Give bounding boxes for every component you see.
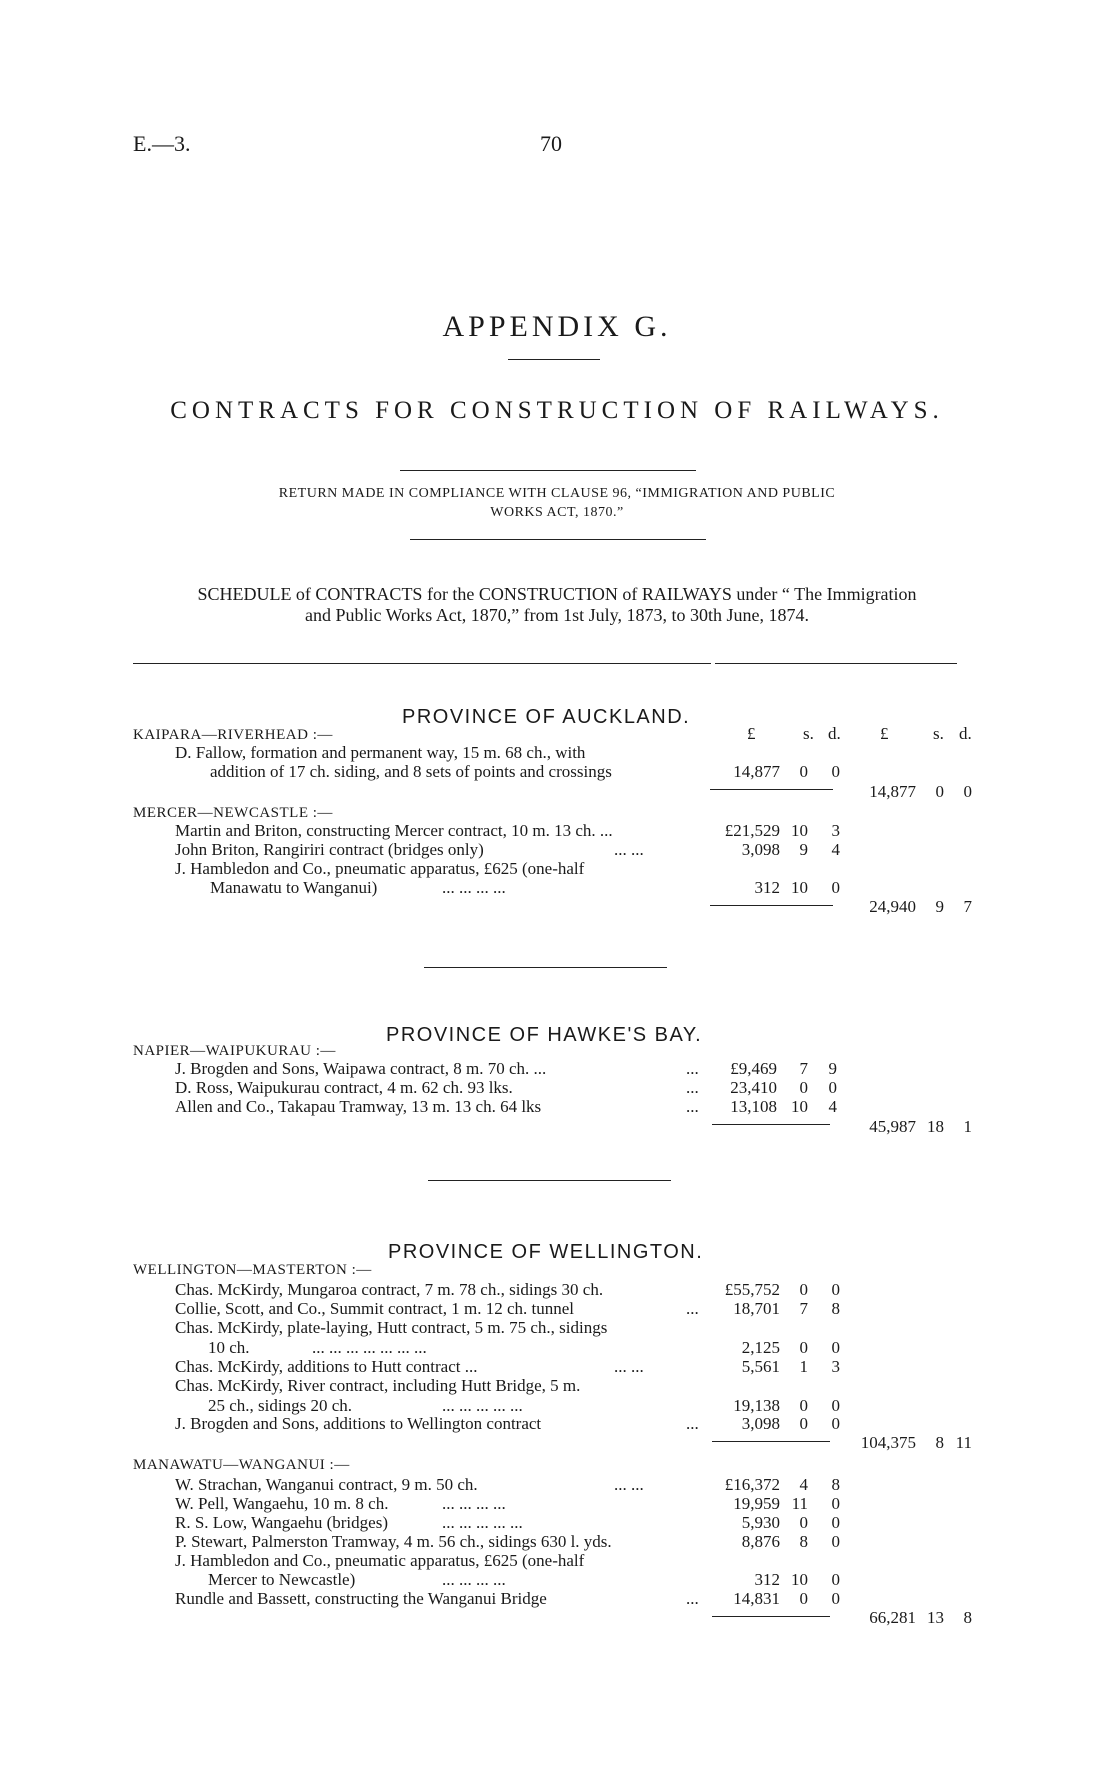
contract-entry: R. S. Low, Wangaehu (bridges) xyxy=(175,1513,388,1532)
contract-entry: J. Hambledon and Co., pneumatic apparatus, £625 (one-half xyxy=(175,859,585,878)
contract-entry: P. Stewart, Palmerston Tramway, 4 m. 56 ch., sidings 630 l. yds. xyxy=(175,1532,612,1551)
table-top-rule xyxy=(715,663,957,664)
divider xyxy=(428,1180,671,1181)
contract-entry: W. Pell, Wangaehu, 10 m. 8 ch. xyxy=(175,1494,389,1513)
total-shillings: 9 xyxy=(935,897,944,916)
amount-pounds: £55,752 xyxy=(724,1280,780,1299)
leader-dots: ... ... ... ... xyxy=(442,1570,506,1589)
contract-entry: 10 ch. xyxy=(208,1338,250,1357)
currency-header-pound: £ xyxy=(880,724,889,743)
contract-entry: W. Strachan, Wanganui contract, 9 m. 50 ch. xyxy=(175,1475,478,1494)
section-heading: NAPIER—WAIPUKURAU :— xyxy=(133,1043,336,1059)
total-shillings: 18 xyxy=(927,1117,944,1136)
subtotal-rule xyxy=(712,1124,830,1125)
amount-shillings: 0 xyxy=(799,762,808,781)
amount-shillings: 0 xyxy=(799,1280,808,1299)
divider xyxy=(410,539,706,540)
amount-pence: 0 xyxy=(831,878,840,897)
amount-pounds: 13,108 xyxy=(730,1097,777,1116)
leader-dots: ... ... ... ... xyxy=(442,1494,506,1513)
amount-shillings: 10 xyxy=(791,821,808,840)
contract-entry: J. Brogden and Sons, additions to Wellington contract xyxy=(175,1414,542,1433)
amount-pence: 0 xyxy=(831,1414,840,1433)
amount-pence: 8 xyxy=(831,1475,840,1494)
amount-pounds: 23,410 xyxy=(730,1078,777,1097)
subtotal-rule xyxy=(710,905,833,906)
total-pence: 7 xyxy=(963,897,972,916)
contract-entry: J. Brogden and Sons, Waipawa contract, 8 m. 70 ch. ... xyxy=(175,1059,547,1078)
total-pounds: 14,877 xyxy=(869,782,916,801)
appendix-title: APPENDIX G. xyxy=(442,310,672,343)
leader-dots: ... ... xyxy=(614,1357,644,1376)
amount-shillings: 9 xyxy=(799,840,808,859)
contract-entry: Allen and Co., Takapau Tramway, 13 m. 13 ch. 64 lks xyxy=(175,1097,542,1116)
amount-pounds: 2,125 xyxy=(741,1338,780,1357)
section-heading: KAIPARA—RIVERHEAD :— xyxy=(133,727,333,743)
leader-dots: ... ... ... ... ... xyxy=(442,1396,523,1415)
amount-shillings: 8 xyxy=(799,1532,808,1551)
subtotal-rule xyxy=(710,789,833,790)
contract-entry: Chas. McKirdy, plate-laying, Hutt contract, 5 m. 75 ch., sidings xyxy=(175,1318,608,1337)
amount-pounds: 8,876 xyxy=(741,1532,780,1551)
schedule-line1: SCHEDULE of CONTRACTS for the CONSTRUCTION of RAILWAYS under “ The Immigration xyxy=(197,584,917,604)
total-pounds: 24,940 xyxy=(869,897,916,916)
amount-pence: 3 xyxy=(831,821,840,840)
amount-pence: 3 xyxy=(831,1357,840,1376)
total-shillings: 0 xyxy=(935,782,944,801)
amount-pence: 0 xyxy=(831,1513,840,1532)
amount-shillings: 7 xyxy=(799,1299,808,1318)
total-pence: 0 xyxy=(963,782,972,801)
amount-shillings: 7 xyxy=(799,1059,808,1078)
contract-entry: Chas. McKirdy, additions to Hutt contract ... xyxy=(175,1357,478,1376)
divider xyxy=(424,967,667,968)
amount-pence: 0 xyxy=(831,1338,840,1357)
amount-pence: 0 xyxy=(831,1494,840,1513)
amount-pounds: 19,959 xyxy=(733,1494,780,1513)
divider xyxy=(400,470,696,471)
amount-pence: 9 xyxy=(828,1059,837,1078)
amount-shillings: 0 xyxy=(799,1513,808,1532)
section-heading: MANAWATU—WANGANUI :— xyxy=(133,1457,350,1473)
amount-shillings: 10 xyxy=(791,1097,808,1116)
return-note-line2: WORKS ACT, 1870.” xyxy=(490,505,624,520)
leader-dots: ... ... ... ... ... xyxy=(442,1513,523,1532)
page-number: 70 xyxy=(540,131,562,156)
amount-shillings: 10 xyxy=(791,1570,808,1589)
amount-pounds: 14,831 xyxy=(733,1589,780,1608)
amount-pence: 0 xyxy=(828,1078,837,1097)
main-title: CONTRACTS FOR CONSTRUCTION OF RAILWAYS. xyxy=(170,397,944,424)
amount-pence: 4 xyxy=(831,840,840,859)
leader-dots: ... xyxy=(686,1589,699,1608)
leader-dots: ... xyxy=(686,1078,699,1097)
contract-entry: Collie, Scott, and Co., Summit contract, 1 m. 12 ch. tunnel xyxy=(175,1299,574,1318)
amount-shillings: 0 xyxy=(799,1338,808,1357)
amount-pounds: 312 xyxy=(754,1570,780,1589)
currency-header-shillings: s. xyxy=(803,724,814,743)
leader-dots: ... ... xyxy=(614,840,644,859)
subtotal-rule xyxy=(712,1441,830,1442)
amount-pounds: 5,930 xyxy=(741,1513,780,1532)
divider xyxy=(508,359,600,360)
amount-pounds: 3,098 xyxy=(741,840,780,859)
contract-entry: Chas. McKirdy, Mungaroa contract, 7 m. 78 ch., sidings 30 ch. xyxy=(175,1280,604,1299)
amount-shillings: 0 xyxy=(799,1589,808,1608)
amount-pounds: 5,561 xyxy=(741,1357,780,1376)
total-pounds: 45,987 xyxy=(869,1117,916,1136)
amount-pounds: £21,529 xyxy=(724,821,780,840)
return-note-line1: RETURN MADE IN COMPLIANCE WITH CLAUSE 96, “IMMIGRATION AND PUBLIC xyxy=(278,486,836,501)
subtotal-rule xyxy=(712,1616,830,1617)
contract-entry: D. Ross, Waipukurau contract, 4 m. 62 ch. 93 lks. xyxy=(175,1078,513,1097)
leader-dots: ... ... xyxy=(614,1475,644,1494)
province-title-auckland: PROVINCE OF AUCKLAND. xyxy=(402,706,691,728)
amount-shillings: 4 xyxy=(799,1475,808,1494)
total-pounds: 66,281 xyxy=(869,1608,916,1627)
document-reference: E.—3. xyxy=(133,131,191,156)
contract-entry: D. Fallow, formation and permanent way, 15 m. 68 ch., with xyxy=(175,743,586,762)
leader-dots: ... xyxy=(686,1059,699,1078)
amount-pounds: £16,372 xyxy=(724,1475,780,1494)
amount-pounds: 18,701 xyxy=(733,1299,780,1318)
total-shillings: 8 xyxy=(935,1433,944,1452)
amount-pence: 0 xyxy=(831,1570,840,1589)
amount-pounds: 14,877 xyxy=(733,762,780,781)
currency-header-pound: £ xyxy=(747,724,756,743)
amount-pence: 0 xyxy=(831,1589,840,1608)
contract-entry: J. Hambledon and Co., pneumatic apparatus, £625 (one-half xyxy=(175,1551,585,1570)
contract-entry: Rundle and Bassett, constructing the Wanganui Bridge xyxy=(175,1589,547,1608)
leader-dots: ... xyxy=(686,1414,699,1433)
contract-entry: 25 ch., sidings 20 ch. xyxy=(208,1396,353,1415)
amount-pence: 4 xyxy=(828,1097,837,1116)
section-heading: WELLINGTON—MASTERTON :— xyxy=(133,1262,372,1278)
leader-dots: ... xyxy=(686,1097,699,1116)
amount-shillings: 0 xyxy=(799,1078,808,1097)
total-pence: 1 xyxy=(963,1117,972,1136)
province-title-hawkes-bay: PROVINCE OF HAWKE'S BAY. xyxy=(386,1024,703,1046)
currency-header-pence: d. xyxy=(959,724,972,743)
amount-pence: 8 xyxy=(831,1299,840,1318)
currency-header-pence: d. xyxy=(828,724,841,743)
leader-dots: ... ... ... ... ... ... ... xyxy=(312,1338,427,1357)
amount-shillings: 0 xyxy=(799,1396,808,1415)
amount-pence: 0 xyxy=(831,762,840,781)
amount-pence: 0 xyxy=(831,1532,840,1551)
contract-entry: Chas. McKirdy, River contract, including Hutt Bridge, 5 m. xyxy=(175,1376,581,1395)
table-top-rule xyxy=(133,663,711,664)
amount-pounds: 312 xyxy=(754,878,780,897)
leader-dots: ... ... ... ... xyxy=(442,878,506,897)
amount-pounds: £9,469 xyxy=(730,1059,777,1078)
amount-shillings: 11 xyxy=(791,1494,808,1513)
amount-pounds: 3,098 xyxy=(741,1414,780,1433)
amount-shillings: 0 xyxy=(799,1414,808,1433)
total-pence: 8 xyxy=(963,1608,972,1627)
schedule-line2: and Public Works Act, 1870,” from 1st July, 1873, to 30th June, 1874. xyxy=(304,605,810,625)
contract-entry: Manawatu to Wanganui) xyxy=(210,878,378,897)
section-heading: MERCER—NEWCASTLE :— xyxy=(133,805,333,821)
amount-shillings: 10 xyxy=(791,878,808,897)
amount-pounds: 19,138 xyxy=(733,1396,780,1415)
province-title-wellington: PROVINCE OF WELLINGTON. xyxy=(388,1241,704,1263)
currency-header-shillings: s. xyxy=(933,724,944,743)
contract-entry: John Briton, Rangiriri contract (bridges only) xyxy=(175,840,484,859)
contract-entry: Martin and Briton, constructing Mercer contract, 10 m. 13 ch. ... xyxy=(175,821,613,840)
amount-pence: 0 xyxy=(831,1396,840,1415)
leader-dots: ... xyxy=(686,1299,699,1318)
total-shillings: 13 xyxy=(927,1608,944,1627)
contract-entry: Mercer to Newcastle) xyxy=(208,1570,356,1589)
total-pence: 11 xyxy=(955,1433,972,1452)
amount-shillings: 1 xyxy=(799,1357,808,1376)
contract-entry: addition of 17 ch. siding, and 8 sets of points and crossings xyxy=(210,762,612,781)
total-pounds: 104,375 xyxy=(860,1433,916,1452)
amount-pence: 0 xyxy=(831,1280,840,1299)
